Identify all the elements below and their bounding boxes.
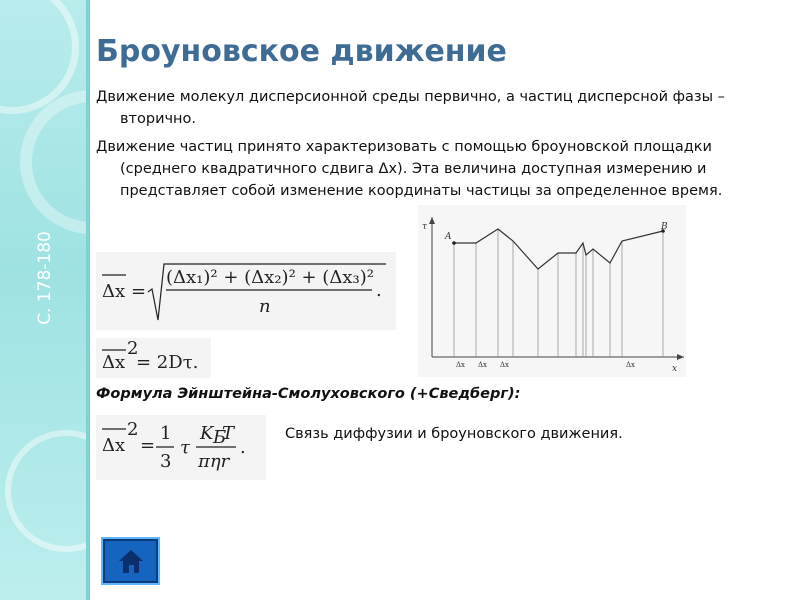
formula-square: 2 — [127, 338, 139, 359]
formula-dot: . — [376, 280, 382, 301]
x-axis-label: x — [672, 364, 678, 374]
formula-mean-square-displacement — [96, 252, 396, 330]
formula-lhs: Δx — [102, 435, 126, 456]
decorative-ring — [5, 430, 90, 552]
formula-denominator: n — [259, 296, 271, 317]
formula-coef-den: 3 — [160, 451, 172, 472]
trajectory-svg — [418, 205, 686, 377]
y-axis-arrow — [429, 217, 435, 224]
formula-dot: . — [240, 437, 246, 458]
tick-labels — [456, 361, 635, 369]
formula-tau: τ — [180, 437, 190, 458]
start-label: A — [445, 232, 452, 242]
formula-t: T — [222, 423, 235, 444]
home-button[interactable] — [101, 537, 160, 585]
formula-k: K — [200, 423, 214, 444]
formula-rhs: = 2Dτ. — [136, 352, 199, 373]
bullet-paragraph: Движение молекул дисперсионной среды первично, а частиц дисперсной фазы – вторично. — [96, 89, 725, 127]
sidebar — [0, 0, 90, 600]
trajectory-line — [454, 229, 663, 269]
formula-einstein-smoluchowski — [96, 415, 266, 480]
tick-label: Δx — [456, 361, 466, 369]
tick-label: Δx — [500, 361, 510, 369]
formula-lhs: Δx — [102, 281, 126, 302]
formula-equals: = — [140, 435, 156, 456]
brownian-trajectory-graph — [418, 205, 686, 377]
projection-lines — [454, 229, 663, 357]
formula-k-subscript: Б — [213, 427, 227, 448]
end-label: B — [661, 222, 668, 232]
start-point — [452, 241, 456, 245]
home-icon — [116, 547, 146, 575]
formula-coef-num: 1 — [160, 423, 172, 444]
einstein-smoluchowski-label: Формула Эйнштейна-Смолуховского (+Сведберг): — [96, 386, 521, 402]
tick-label: Δx — [478, 361, 488, 369]
formula-einstein-relation — [96, 338, 211, 378]
formula-square: 2 — [127, 419, 139, 440]
formula-den: πηr — [198, 451, 230, 472]
relation-text: Связь диффузии и броуновского движения. — [285, 426, 623, 442]
formula-numerator: (Δx₁)² + (Δx₂)² + (Δx₃)² — [166, 267, 374, 288]
slide-title: Броуновское движение — [96, 34, 507, 69]
sidebar-edge — [86, 0, 90, 600]
formula-lhs: Δx — [102, 352, 126, 373]
decorative-ring — [20, 90, 90, 234]
tick-label: Δx — [626, 361, 636, 369]
x-axis-arrow — [677, 354, 684, 360]
bullet-paragraph: Движение частиц принято характеризовать с помощью броуновской площадки (среднего квадратичного сдвига Δx). Эта величина доступная измерению и представляет собой изменение координаты частицы за определенное время. — [96, 139, 723, 199]
page-reference: С. 178-180 — [35, 231, 55, 325]
formula-equals: = — [131, 281, 147, 302]
y-axis-label: τ — [422, 222, 427, 232]
